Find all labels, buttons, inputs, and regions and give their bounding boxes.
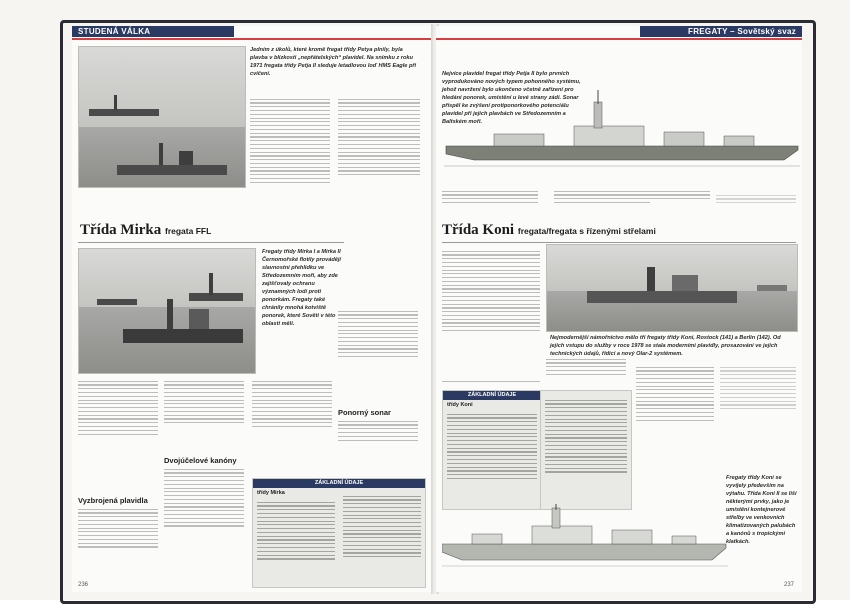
title-rule: [78, 242, 344, 243]
body-text-col-9: [252, 378, 332, 430]
title-mirka: Třída Mirka fregata FFL: [80, 222, 212, 238]
body-text-col-6: [78, 506, 158, 550]
intro-caption: Jedním z úkolů, které kromě fregat třídy Petya plnily, byla plavba v blízkosti „nepřátelských“ plavidel. Na snímku z roku 1971 fregata třídy Petja II sleduje letadlovou loď HMS Eagle při cvičení.: [250, 47, 417, 77]
intro-caption-right: Nejvíce plavidel fregat třídy Petja II bylo prvních vyprodukováno nových typem pohonného systému, jehož navržení bylo ukončeno včetně zařízení pro hledání ponorek, umístění u levé strany zádi. Sonar přispěl ke zvýšení protiponorkového potenciálu plavidel při jejich plavbách ve Středozemním a Baltském moři.: [442, 71, 581, 125]
subhead-vyzbroj: Vyzbrojená plavidla: [78, 496, 148, 505]
body-text-col-1: [250, 96, 330, 186]
body-text-r-col-7: [546, 356, 626, 378]
page-number-left: 236: [78, 582, 89, 588]
body-text-col-7: [164, 378, 244, 426]
body-text-col-5: [78, 378, 158, 437]
title-rule-right: [442, 242, 796, 243]
petya-ship-illustration: [444, 88, 800, 180]
body-text-r-col-4: [716, 192, 796, 206]
spec-box-title-right: ZÁKLADNÍ ÚDAJE: [443, 391, 541, 400]
body-text-col-4: [338, 418, 418, 443]
spec-box-koni-left: [442, 390, 542, 510]
right-page: [436, 26, 802, 592]
body-text-col-2: [338, 96, 420, 178]
koni-caption: Nejmodernější námořnictvo mělo tři fregaty třídy Koni, Rostock (141) a Berlin (142). Od jejich vstupu do služby v roce 1978 se stala moderními plavidly, prosazování ve jejich technických údajů, řídicí a nový Olar-2 systémem.: [550, 335, 781, 357]
body-text-col-3: [338, 308, 418, 360]
section-header-right: FREGATY – Sovětský svaz: [640, 26, 802, 37]
mirka-fleet-photo: [78, 248, 256, 374]
title-koni: Třída Koni fregata/fregata s řízenými střelami: [442, 222, 656, 238]
spec-box-title: ZÁKLADNÍ ÚDAJE: [253, 479, 425, 488]
page-number-right: 237: [783, 582, 794, 588]
bottom-caption: Fregaty třídy Koni se vyvíjely především na výtahu. Třída Koni II se liší některými prvky, jako je umístění kontejnerové střelby ve venkovních klimatizovaných palubách a kanónů s tropickými klatkách.: [726, 475, 797, 545]
header-stripe: [72, 38, 432, 40]
mirka-caption: Fregaty třídy Mirka I a Mirka II Černomořské flotily provádějí slavnostní přehlídku ve Středozemním moři, aby zde zajišťovaly ochranu významných lodí proti ponorkám. Fregaty také chránily mnohá kotviště ponorek, které Sověti v této oblasti měli.: [262, 249, 341, 327]
subhead-sonar: Ponorný sonar: [338, 408, 391, 417]
spec-box-koni-right: [540, 390, 632, 510]
body-text-col-8: [164, 466, 244, 529]
body-text-r-col-8: [636, 364, 714, 423]
header-stripe-right: [436, 38, 802, 40]
body-text-r-col-3: [630, 188, 710, 202]
left-page: [72, 26, 432, 592]
subhead-kanony: Dvojúčelové kanóny: [164, 456, 237, 465]
section-header: STUDENÁ VÁLKA: [72, 26, 234, 37]
body-text-r-col-5: [442, 248, 540, 334]
spec-box-name-right: třídy Koni: [447, 402, 473, 408]
koni-ship-illustration: [442, 504, 728, 578]
body-text-r-col-9: [720, 364, 796, 412]
warship-photo-top: [78, 46, 246, 188]
body-text-r-col-1: [442, 188, 538, 206]
body-text-r-col-6: [442, 378, 540, 384]
koni-frigate-photo: [546, 244, 798, 332]
spec-box-mirka: [252, 478, 426, 588]
spec-box-name: třídy Mirka: [257, 490, 285, 496]
